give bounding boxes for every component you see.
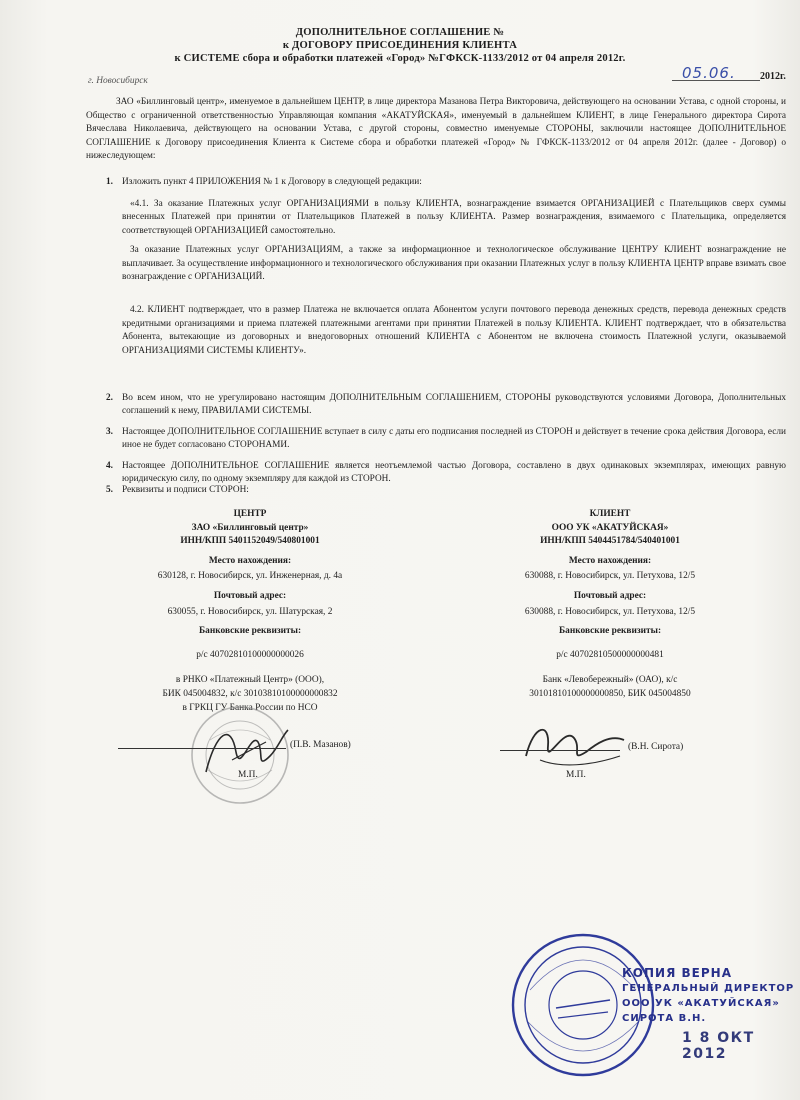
item-number: 1. [106, 177, 113, 187]
postal-value: 630055, г. Новосибирск, ул. Шатурская, 2 [167, 606, 333, 617]
item-number: 4. [106, 461, 113, 471]
item-text: Во всем ином, что не урегулировано настоящим ДОПОЛНИТЕЛЬНЫМ СОГЛАШЕНИЕМ, СТОРОНЫ руководствуются условиями Договора, Дополнительных соглашений к нему, ПРАВИЛАМИ СИСТЕМЫ. [122, 393, 786, 417]
client-signer-name: (В.Н. Сирота) [628, 742, 684, 752]
party-heading: ЦЕНТР [233, 509, 267, 519]
copy-mark-line-2: ГЕНЕРАЛЬНЫЙ ДИРЕКТОР [622, 983, 795, 994]
quote-paragraph-2: За оказание Платежных услуг ОРГАНИЗАЦИЯМ, а также за информационное и технологическое обслуживание ЦЕНТРУ КЛИЕНТ вознаграждение не выплачивает. За осуществление информационного и технологического обслуживания при оказании Платежных услуг в пользу КЛИЕНТА ЦЕНТР вправе взимать свое вознаграждение с ОРГАНИЗАЦИЙ. [122, 245, 786, 283]
bank-label: Банковские реквизиты: [198, 626, 302, 637]
party-name: ЗАО «Биллинговый центр» [191, 522, 309, 533]
bank-line-2: 30101810100000000850, БИК 045004850 [529, 688, 691, 699]
certification-date: 1 8 ОКТ 2012 [682, 1030, 755, 1062]
party-inn: ИНН/КПП 5404451784/540401001 [540, 536, 680, 547]
party-name: ООО УК «АКАТУЙСКАЯ» [551, 522, 669, 533]
center-signature-line [118, 748, 286, 749]
location-value: 630128, г. Новосибирск, ул. Инженерная, д. 4а [157, 571, 343, 582]
location-label: Место нахождения: [568, 555, 652, 566]
party-inn: ИНН/КПП 5401152049/540801001 [180, 536, 320, 547]
postal-label: Почтовый адрес: [573, 590, 647, 601]
handwritten-date: 05.06. [682, 64, 736, 82]
copy-mark-line-4: СИРОТА В.Н. [622, 1013, 707, 1024]
intro-paragraph [86, 96, 786, 164]
date-underline [672, 80, 760, 81]
center-signature [196, 712, 296, 792]
title-line-2: к ДОГОВОРУ ПРИСОЕДИНЕНИЯ КЛИЕНТА [282, 40, 518, 51]
center-mp-label: М.П. [238, 770, 258, 780]
city-label: г. Новосибирск [88, 76, 148, 86]
client-mp-label: М.П. [566, 770, 586, 780]
account-value: р/с 40702810500000000481 [556, 649, 664, 660]
item-number: 3. [106, 427, 113, 437]
item-number: 5. [106, 485, 113, 495]
client-signature [520, 716, 630, 776]
postal-label: Почтовый адрес: [213, 590, 287, 601]
bank-line-1: Банк «Левобережный» (ОАО), к/с [542, 675, 678, 686]
client-requisites [470, 508, 750, 702]
client-signature-line [500, 750, 620, 751]
title-line-3: к СИСТЕМЕ сбора и обработки платежей «Город» №ГФКСК-1133/2012 от 04 апреля 2012г. [174, 53, 626, 64]
location-value: 630088, г. Новосибирск, ул. Петухова, 12/5 [524, 571, 696, 582]
postal-value: 630088, г. Новосибирск, ул. Петухова, 12/5 [524, 606, 696, 617]
bank-line-3: в ГРКЦ ГУ Банка России по НСО [182, 702, 318, 713]
item-number: 2. [106, 393, 113, 403]
bank-line-1: в РНКО «Платежный Центр» (ООО), [175, 675, 325, 686]
title-line-1: ДОПОЛНИТЕЛЬНОЕ СОГЛАШЕНИЕ № [295, 27, 505, 38]
account-value: р/с 40702810100000000026 [196, 649, 304, 660]
intro-text: ЗАО «Биллинговый центр», именуемое в дальнейшем ЦЕНТР, в лице директора Мазанова Петра Викторовича, действующего на основании Устава, с одной стороны, и Общество с ограниченной ответственностью Управляющая компания «АКАТУЙСКАЯ», именуемый в дальнейшем КЛИЕНТ, в лице Генерального директора Сирота Вячеслава Николаевича, действующего на основании Устава, с другой стороны, совместно именуемые СТОРОНЫ, заключили настоящее ДОПОЛНИТЕЛЬНОЕ СОГЛАШЕНИЕ к Договору присоединения Клиента к Системе сбора и обработки платежей «Город» № ГФКСК-1133/2012 от 04 апреля 2012г. (далее - Договор) о нижеследующем: [86, 97, 786, 162]
quote-paragraph-1: «4.1. За оказание Платежных услуг ОРГАНИЗАЦИЯМИ в пользу КЛИЕНТА, вознаграждение взимается ОРГАНИЗАЦИЕЙ с Плательщиков сверх суммы внесенных Платежей при принятии от Плательщиков Платежей в пользу КЛИЕНТА. Размер вознаграждения, взимаемого с Плательщика, определяется соответствующей ОРГАНИЗАЦИЕЙ самостоятельно. [122, 199, 786, 236]
copy-certification-stamp [622, 966, 794, 1026]
center-signer-name: (П.В. Мазанов) [290, 740, 351, 750]
location-label: Место нахождения: [208, 555, 292, 566]
bank-line-2: БИК 045004832, к/с 30103810100000000832 [162, 688, 338, 699]
item-text: Настоящее ДОПОЛНИТЕЛЬНОЕ СОГЛАШЕНИЕ является неотъемлемой частью Договора, составлено в двух одинаковых экземплярах, имеющих равную юридическую силу, по одному экземпляру для каждой из СТОРОН. [122, 461, 786, 485]
year-suffix: 2012г. [760, 71, 786, 82]
quoted-clause [122, 198, 786, 364]
party-heading: КЛИЕНТ [589, 509, 631, 519]
document-title [60, 26, 740, 65]
center-requisites [110, 508, 390, 715]
bank-label: Банковские реквизиты: [558, 626, 662, 637]
copy-mark-line-3: ООО УК «АКАТУЙСКАЯ» [622, 998, 780, 1009]
item-text: Изложить пункт 4 ПРИЛОЖЕНИЯ № 1 к Договору в следующей редакции: [122, 177, 422, 187]
item-text: Настоящее ДОПОЛНИТЕЛЬНОЕ СОГЛАШЕНИЕ вступает в силу с даты его подписания последней из СТОРОН и действует в течение срока действия Договора, если иное не будет согласовано СТОРОНАМИ. [122, 427, 786, 451]
copy-mark-line-1: КОПИЯ ВЕРНА [622, 966, 732, 980]
quote-paragraph-3: 4.2. КЛИЕНТ подтверждает, что в размер Платежа не включается оплата Абонентом услуги почтового перевода денежных средств, перевода денежных средств кредитными организациями и приема платежей платежными агентами при принятии Платежей в пользу КЛИЕНТА. КЛИЕНТ подтверждает, что в обязательства Абонента, вытекающие из договорных и внедоговорных отношений КЛИЕНТА с Абонентом не включена стоимость Платежной услуги, оказываемой ОРГАНИЗАЦИЯМИ СИСТЕМЫ КЛИЕНТУ». [122, 305, 786, 356]
item-text: Реквизиты и подписи СТОРОН: [122, 485, 249, 495]
